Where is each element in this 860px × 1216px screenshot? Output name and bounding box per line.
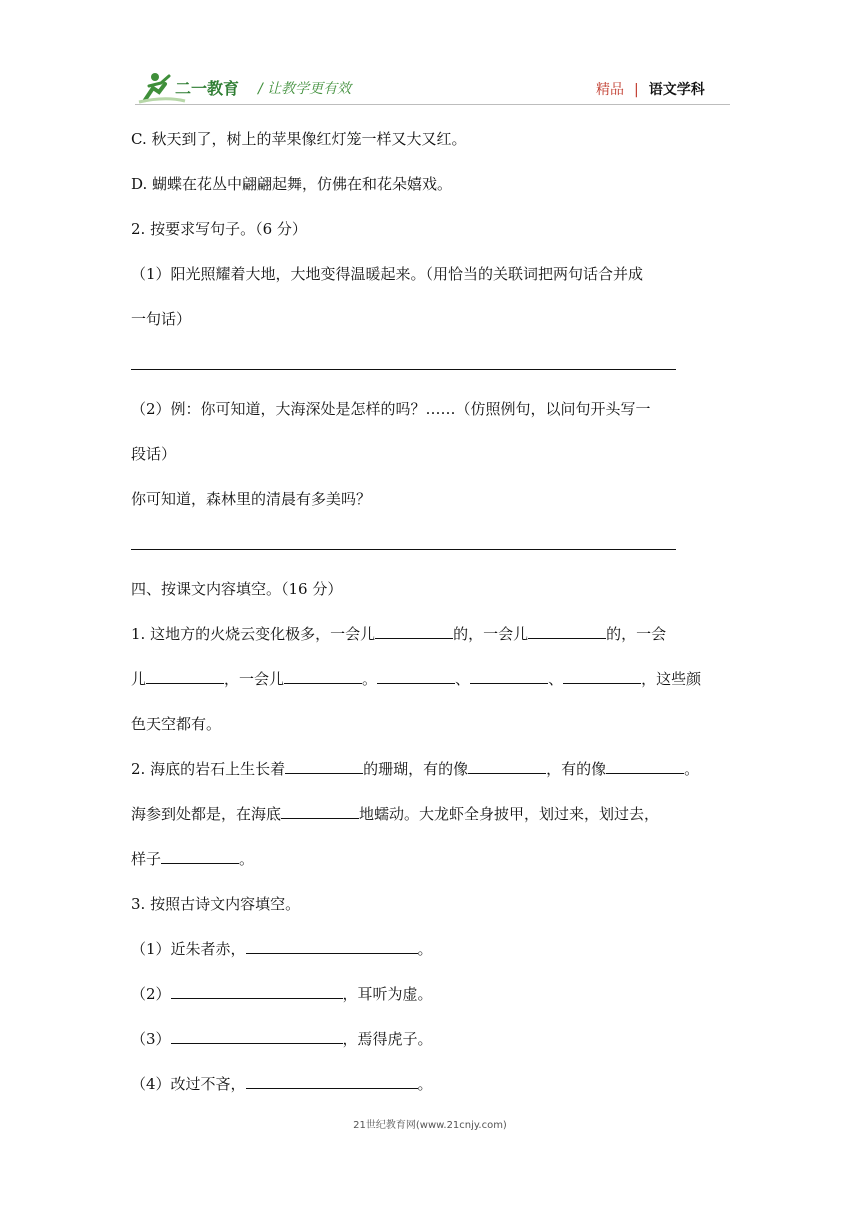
header-divider [135,104,730,105]
fill-4-2-line-3: 样子 。 [131,850,255,868]
poem-4: （4）改过不吝， 。 [131,1075,433,1093]
blank[interactable] [606,759,684,774]
blank[interactable] [375,624,453,639]
blank[interactable] [171,984,343,999]
poem-3: （3） ，焉得虎子。 [131,1030,433,1048]
brand-accent: 精品 [596,82,624,98]
section-4-title: 四、按课文内容填空。（16 分） [131,580,343,598]
blank[interactable] [281,804,359,819]
fill-4-1-line-1: 1. 这地方的火烧云变化极多，一会儿 的，一会儿 的，一会 [131,625,667,643]
blank[interactable] [171,1029,343,1044]
option-d: D. 蝴蝶在花丛中翩翩起舞，仿佛在和花朵嬉戏。 [131,175,453,193]
blank[interactable] [470,669,548,684]
blank[interactable] [246,1074,418,1089]
answer-line-2-1[interactable] [131,369,676,370]
blank[interactable] [377,669,455,684]
blank[interactable] [146,669,224,684]
answer-line-2-2[interactable] [131,549,676,550]
fill-4-2-line-1: 2. 海底的岩石上生长着 的珊瑚，有的像 ，有的像 。 [131,760,700,778]
logo-icon [135,70,245,106]
blank[interactable] [161,849,239,864]
svg-text:二一教育: 二一教育 [175,79,240,98]
question-2-1-line-1: （1）阳光照耀着大地，大地变得温暖起来。（用恰当的关联词把两句话合并成 [131,265,644,283]
poem-2: （2） ，耳听为虚。 [131,985,433,1003]
blank[interactable] [563,669,641,684]
blank[interactable] [528,624,606,639]
blank[interactable] [246,939,418,954]
question-2-1-line-2: 一句话） [131,310,192,328]
fill-4-1-line-2: 儿 ，一会儿 。 、 、 ，这些颜 [131,670,702,688]
question-2-2-line-2: 段话） [131,445,177,463]
fill-4-1-line-3: 色天空都有。 [131,715,222,733]
brand-divider: | [634,82,639,98]
tagline: / 让教学更有效 [258,81,352,97]
subject-label: 语文学科 [648,82,705,98]
fill-4-2-line-2: 海参到处都是，在海底 地蠕动。大龙虾全身披甲，划过来，划过去， [131,805,660,823]
blank[interactable] [285,759,363,774]
poem-1: （1）近朱者赤， 。 [131,940,433,958]
page-header [0,0,860,110]
question-2-2-prompt: 你可知道，森林里的清晨有多美吗？ [131,490,372,508]
brand-label [596,79,705,99]
option-c: C. 秋天到了，树上的苹果像红灯笼一样又大又红。 [131,130,467,148]
fill-4-3-title: 3. 按照古诗文内容填空。 [131,895,301,913]
blank[interactable] [468,759,546,774]
blank[interactable] [284,669,362,684]
question-2-2-line-1: （2）例：你可知道，大海深处是怎样的吗？……（仿照例句，以问句开头写一 [131,400,651,418]
question-2-title: 2. 按要求写句子。（6 分） [131,220,307,238]
page-footer: 21世纪教育网(www.21cnjy.com) [353,1120,507,1131]
